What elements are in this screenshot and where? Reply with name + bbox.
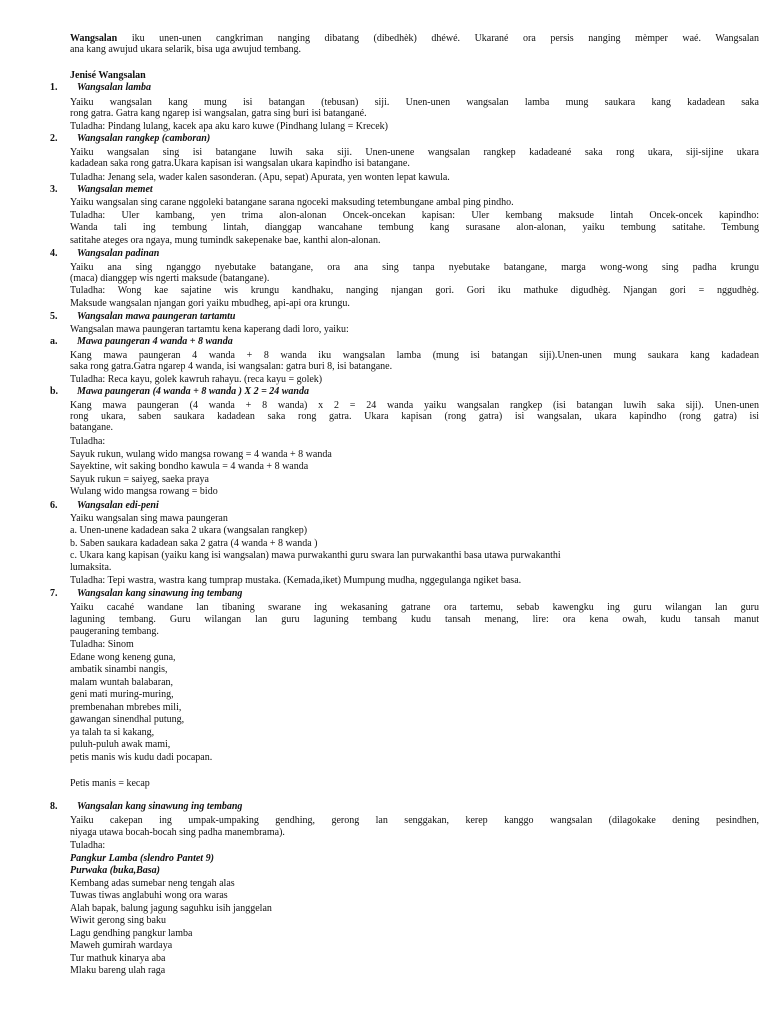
paragraph-line: kadadean saka rong gatra.Ukara kapisan isi wangsalan ukara kapindho isi batangane. — [70, 158, 410, 169]
poem-line: Maweh gumirah wardaya — [70, 940, 173, 951]
example-label: Tuladha: — [70, 436, 106, 447]
paragraph-line: Tuladha: Uler kambang, yen trima alon-alonan Oncek-oncekan kapisan: Uler kembang maksude lintah Oncek-oncek kapindho: — [70, 210, 759, 221]
example-line: Wulang wido mangsa rowang = bido — [70, 486, 218, 497]
paragraph-line: Yaiku wangsalan sing carane nggoleki batangane sarana ngoceki maksuding tetembungane ambal ping pindho. — [70, 197, 514, 208]
list-line: b. Saben saukara kadadean saka 2 gatra (4 wanda + 8 wanda ) — [70, 538, 318, 549]
song-subtitle: Purwaka (buka,Basa) — [70, 865, 161, 876]
item-title: Wangsalan kang sinawung ing tembang — [77, 588, 243, 599]
item-number: 4. — [50, 248, 58, 259]
poem-line: ambatik sinambi nangis, — [70, 664, 168, 675]
example-line: Tuladha: Jenang sela, wader kalen sasonderan. (Apu, sepat) Apurata, yen wonten lepat kawula. — [70, 172, 450, 183]
item-title: Wangsalan memet — [77, 184, 153, 195]
item-title: Wangsalan lamba — [77, 82, 151, 93]
item-number: 6. — [50, 500, 58, 511]
poem-line: Wiwit gerong sing baku — [70, 915, 166, 926]
example-line: Tuladha: Tepi wastra, wastra kang tumprap mustaka. (Kemada,iket) Mumpung mudha, nggegulanga ngiket basa. — [70, 575, 522, 586]
intro-term: Wangsalan — [70, 33, 118, 44]
subitem-letter: a. — [50, 336, 58, 347]
paragraph-line: Maksude wangsalan njangan gori yaiku mbudheg, api-api ora krungu. — [70, 298, 350, 309]
paragraph-line: Yaiku ana sing nganggo nyebutake batangane, ora ana sing tanpa nyebutake batangane, marga wong-wong sing padha krungu — [70, 262, 759, 273]
poem-line: Edane wong keneng guna, — [70, 652, 176, 663]
paragraph-line: rong ukara, saben saukara kadadean saka rong gatra. Ukara kapisan (rong gatra) isi wangsalan, ukara kapindho (rong gatra) isi — [70, 411, 759, 422]
item-title: Wangsalan kang sinawung ing tembang — [77, 801, 243, 812]
paragraph-line: Wanda tali ing tembung lintah, dianggap wancahane tembung kang surasane alon-alonan, yaiku tembung satitahe. Tembung — [70, 222, 759, 233]
list-line: a. Unen-unene kadadean saka 2 ukara (wangsalan rangkep) — [70, 525, 308, 536]
paragraph-line: saka rong gatra.Gatra ngarep 4 wanda, isi wangsalan: gatra buri 8, isi batangane. — [70, 361, 393, 372]
item-title: Wangsalan padinan — [77, 248, 160, 259]
section-heading: Jenisé Wangsalan — [70, 70, 146, 81]
paragraph-line: satitahe ateges ora ngaya, mung tumindk sakepenake bae, kanthi alon-alonan. — [70, 235, 381, 246]
poem-line: gawangan sinendhal putung, — [70, 714, 185, 725]
intro-line-2: ana kang awujud ukara selarik, bisa uga awujud tembang. — [70, 44, 302, 55]
poem-line: Lagu gendhing pangkur lamba — [70, 928, 193, 939]
poem-line: Alah bapak, balung jagung saguhku isih janggelan — [70, 903, 272, 914]
paragraph-line: Wangsalan mawa paungeran tartamtu kena kaperang dadi loro, yaiku: — [70, 324, 349, 335]
paragraph-line: Kang mawa paungeran (4 wanda + 8 wanda) x 2 = 24 wanda yaiku wangsalan rangkep (isi batangan luwih saka siji). Unen-unen — [70, 400, 759, 411]
paragraph-line: Yaiku wangsalan kang mung isi batangan (tebusan) siji. Unen-unen wangsalan lamba mung saukara kang kadadean saka — [70, 97, 759, 108]
paragraph-line: laguning tembang. Guru wilangan lan guru laguning tembang kudu tansah menang, lire: ora kena owah, kudu tansah manut — [70, 614, 759, 625]
paragraph-line: batangane. — [70, 422, 114, 433]
list-line: lumaksita. — [70, 562, 112, 573]
example-line: Sayuk rukun, wulang wido mangsa rowang = 4 wanda + 8 wanda — [70, 449, 332, 460]
poem-line: petis manis wis kudu dadi pocapan. — [70, 752, 213, 763]
example-label: Tuladha: Sinom — [70, 639, 134, 650]
paragraph-line: Kang mawa paungeran 4 wanda + 8 wanda iku wangsalan lamba (mung isi batangan siji).Unen-unen mung saukara kang kadadean — [70, 350, 759, 361]
poem-line: geni mati muring-muring, — [70, 689, 174, 700]
item-number: 1. — [50, 82, 58, 93]
poem-line: Tur mathuk kinarya aba — [70, 953, 166, 964]
paragraph-line: Yaiku cacahé wandane lan tibaning swarane ing wekasaning gatrane ora tartemu, sebab kawengku ing guru wilangan lan guru — [70, 602, 759, 613]
paragraph-line: Yaiku wangsalan sing mawa paungeran — [70, 513, 228, 524]
paragraph-line: niyaga utawa bocah-bocah sing padha manembrama). — [70, 827, 285, 838]
paragraph-line: Yaiku cakepan ing umpak-umpaking gendhing, gerong lan senggakan, kerep kanggo wangsalan (dilagokake dening pesindhen, — [70, 815, 759, 826]
subitem-title: Mawa paungeran 4 wanda + 8 wanda — [77, 336, 233, 347]
subitem-letter: b. — [50, 386, 59, 397]
poem-line: malam wuntah balabaran, — [70, 677, 174, 688]
example-line: Tuladha: Reca kayu, golek kawruh rahayu. (reca kayu = golek) — [70, 374, 323, 385]
paragraph-line: paugeraning tembang. — [70, 626, 159, 637]
paragraph-line: (maca) dianggep wis ngerti maksude (batangane). — [70, 273, 270, 284]
item-number: 2. — [50, 133, 58, 144]
item-number: 8. — [50, 801, 58, 812]
note-line: Petis manis = kecap — [70, 778, 150, 789]
poem-line: puluh-puluh awak mami, — [70, 739, 171, 750]
example-line: Sayektine, wit saking bondho kawula = 4 wanda + 8 wanda — [70, 461, 309, 472]
song-title: Pangkur Lamba (slendro Pantet 9) — [70, 853, 214, 864]
subitem-title: Mawa paungeran (4 wanda + 8 wanda ) X 2 = 24 wanda — [77, 386, 309, 397]
item-title: Wangsalan edi-peni — [77, 500, 159, 511]
item-title: Wangsalan mawa paungeran tartamtu — [77, 311, 236, 322]
paragraph-line: Tuladha: Wong kae sajatine wis krungu kandhaku, nanging njangan gori. Gori iku mathuke digudhèg. Njangan gori = nggudhèg. — [70, 285, 759, 296]
intro-line-1 — [70, 33, 759, 44]
paragraph-line: rong gatra. Gatra kang ngarep isi wangsalan, gatra sing buri isi batangané. — [70, 108, 367, 119]
example-line: Sayuk rukun = saiyeg, saeka praya — [70, 474, 209, 485]
item-number: 5. — [50, 311, 58, 322]
example-label: Tuladha: — [70, 840, 106, 851]
item-number: 3. — [50, 184, 58, 195]
poem-line: Tuwas tiwas anglabuhi wong ora waras — [70, 890, 228, 901]
poem-line: Kembang adas sumebar neng tengah alas — [70, 878, 235, 889]
item-title: Wangsalan rangkep (camboran) — [77, 133, 211, 144]
example-line: Tuladha: Pindang lulang, kacek apa aku karo kuwe (Pindhang lulang = Krecek) — [70, 121, 388, 132]
item-number: 7. — [50, 588, 58, 599]
intro-text: iku unen-unen cangkriman nanging dibatang (dibedhèk) dhéwé. Ukarané ora persis nanging mèmper waé. Wangsalan — [117, 33, 759, 44]
list-line: c. Ukara kang kapisan (yaiku kang isi wangsalan) mawa purwakanthi guru swara lan purwakanthi basa utawa purwakanthi — [70, 550, 561, 561]
poem-line: ya talah ta si kakang, — [70, 727, 155, 738]
poem-line: Mlaku bareng ulah raga — [70, 965, 166, 976]
paragraph-line: Yaiku wangsalan sing isi batangane luwih saka siji. Unen-unene wangsalan rangkep kadadeané saka rong ukara, siji-sijine ukara — [70, 147, 759, 158]
poem-line: prembenahan mbrebes mili, — [70, 702, 182, 713]
